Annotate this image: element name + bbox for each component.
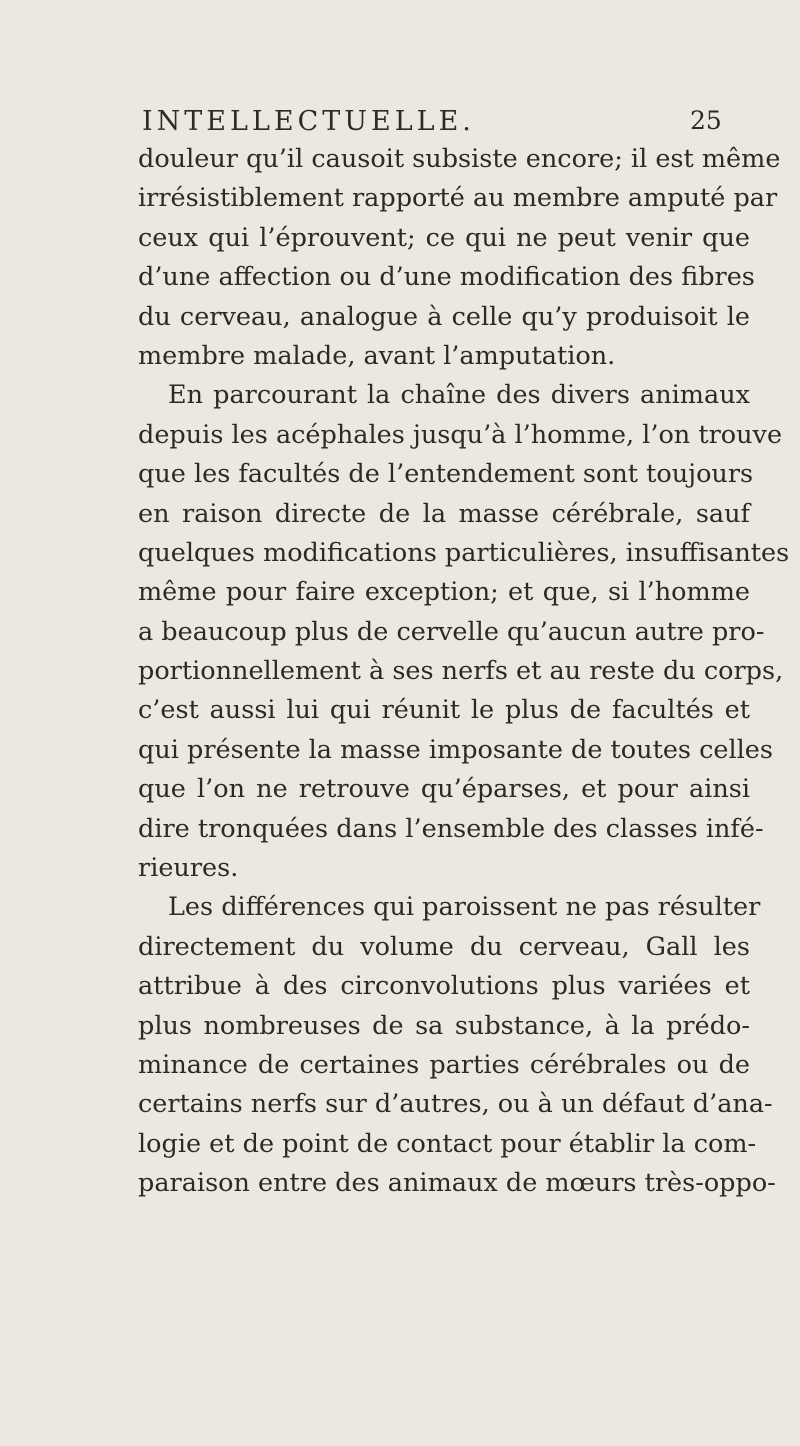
text-line: rieures. [138,853,239,884]
text-line: Les différences qui paroissent ne pas résulter [168,892,761,923]
page-number: 25 [690,106,722,135]
body-text [138,140,790,1204]
text-line: dire tronquées dans l’ensemble des classes infé- [138,813,764,844]
text-line: directement du volume du cerveau, Gall les [138,931,750,962]
text-line: portionnellement à ses nerfs et au reste du corps, [138,656,784,687]
text-line: c’est aussi lui qui réunit le plus de facultés et [138,695,750,726]
text-line: certains nerfs sur d’autres, ou à un défaut d’ana- [138,1089,773,1120]
text-line: d’une affection ou d’une modification des fibres [138,262,755,293]
text-line: attribue à des circonvolutions plus variées et [138,971,750,1002]
running-head-title: INTELLECTUELLE. [142,106,475,137]
text-line: que l’on ne retrouve qu’éparses, et pour ainsi [138,774,750,805]
text-line: ceux qui l’éprouvent; ce qui ne peut venir que [138,222,750,253]
text-line: membre malade, avant l’amputation. [138,340,616,371]
text-line: plus nombreuses de sa substance, à la prédo- [138,1010,750,1041]
text-line: que les facultés de l’entendement sont toujours [138,459,754,490]
text-line: paraison entre des animaux de mœurs très-oppo- [138,1168,776,1199]
text-line: logie et de point de contact pour établir la com- [138,1128,757,1159]
text-line: minance de certaines parties cérébrales ou de [138,1049,750,1080]
text-line: même pour faire exception; et que, si l’homme [138,577,750,608]
text-line: irrésistiblement rapporté au membre amputé par [138,183,778,214]
text-line: douleur qu’il causoit subsiste encore; il est même [138,144,781,174]
text-line: depuis les acéphales jusqu’à l’homme, l’on trouve [138,419,783,450]
text-line: qui présente la masse imposante de toutes celles [138,734,773,765]
text-line: En parcourant la chaîne des divers animaux [168,380,750,411]
text-line: en raison directe de la masse cérébrale, sauf [138,498,750,529]
text-line: quelques modifications particulières, insuffisantes [138,537,790,568]
text-line: du cerveau, analogue à celle qu’y produisoit le [138,301,750,332]
text-line: a beaucoup plus de cervelle qu’aucun autre pro- [138,616,765,647]
